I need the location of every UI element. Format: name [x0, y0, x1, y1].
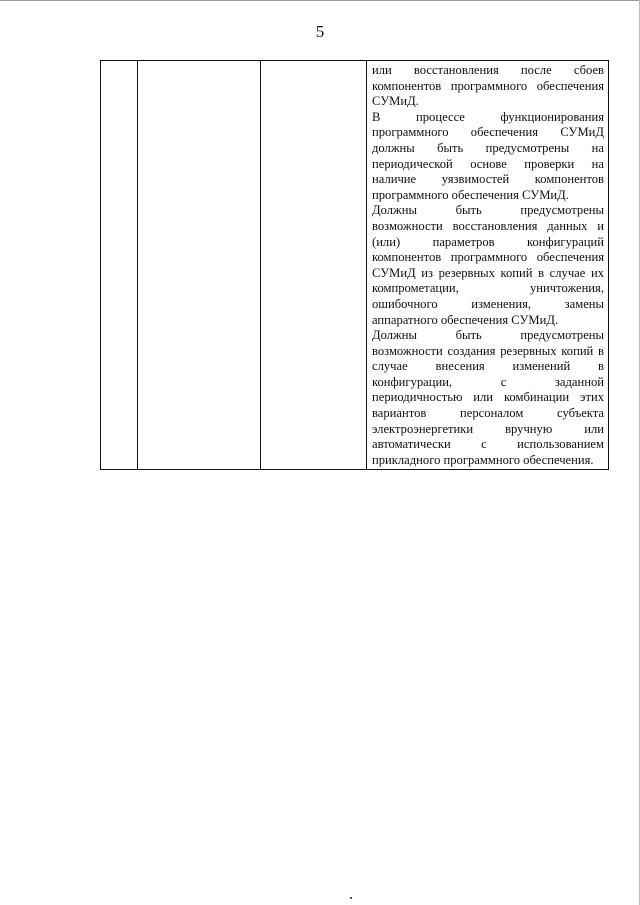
requirements-table [100, 60, 609, 470]
page-top-edge [0, 0, 640, 1]
requirement-paragraph: Должны быть предусмотрены возможности восстановления данных и (или) параметров конфигураций компонентов программного обеспечения СУМиД из резервных копий в случае их компрометации, уничтожения, ошибочного изменения, замены аппаратного обеспечения СУМиД. [372, 203, 604, 327]
requirement-paragraph: В процессе функционирования программного обеспечения СУМиД должны быть предусмотрены на периодической основе проверки на наличие уязвимостей компонентов программного обеспечения СУМиД. [372, 109, 604, 202]
requirement-paragraph: Должны быть предусмотрены возможности создания резервных копий в случае внесения изменений в конфигурации, с заданной периодичностью или комбинации этих вариантов персоналом субъекта электроэнергетики вручную или автоматически с использованием прикладного программного обеспечения. [372, 328, 604, 467]
table-cell-requirements [367, 61, 609, 470]
table-cell-category [261, 61, 367, 470]
requirements-text [367, 61, 608, 469]
table-row [101, 61, 609, 470]
table-cell-number [101, 61, 138, 470]
scan-speck [350, 897, 352, 899]
page-number: 5 [315, 22, 325, 41]
requirement-paragraph: или восстановления после сбоев компонентов программного обеспечения СУМиД. [372, 63, 604, 109]
table-cell-name [138, 61, 261, 470]
